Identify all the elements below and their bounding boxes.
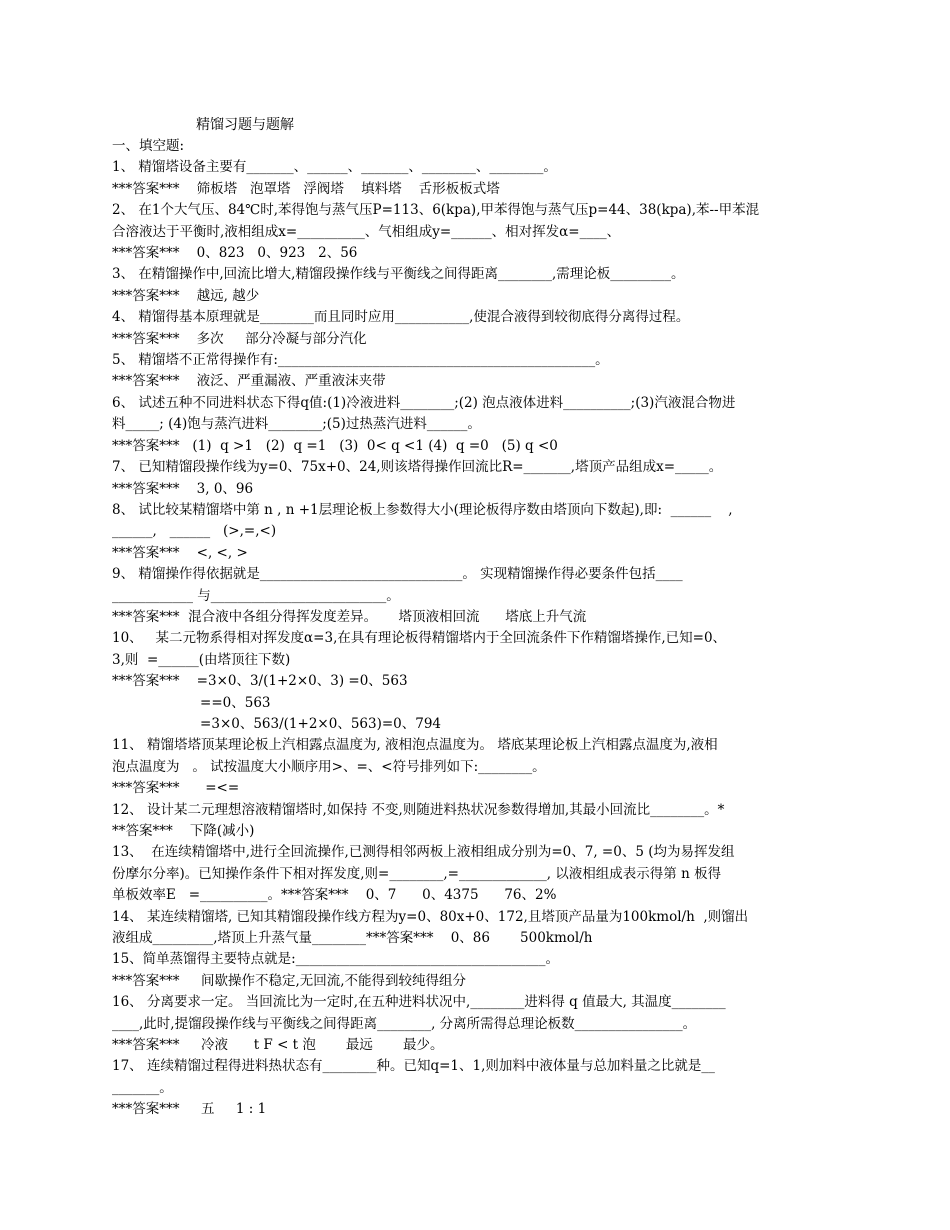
answer-line: ***答案*** 间歇操作不稳定,无回流,不能得到较纯得组分 — [112, 972, 467, 989]
answer-line: ***答案*** <, <, > — [112, 544, 248, 561]
answer-line: ***答案*** (1) q >1 (2) q =1 (3) 0< q <1 (4) q =0 (5) q <0 — [112, 437, 558, 454]
answer-line: 液组成_________,塔顶上升蒸气量________***答案*** 0、86 500kmol/h — [112, 930, 593, 947]
text-line: =3×0、563/(1+2×0、563)=0、794 — [170, 715, 442, 732]
question-line: 11、 精馏塔塔顶某理论板上汽相露点温度为, 液相泡点温度为。 塔底某理论板上汽相露点温度为,液相 — [112, 737, 718, 754]
question-line: 9、 精馏操作得依据就是______________________________。 实现精馏操作得必要条件包括____ — [112, 566, 683, 583]
question-line: 10、 某二元物系得相对挥发度α=3,在具有理论板得精馏塔内于全回流条件下作精馏塔操作,已知=0、 — [112, 630, 727, 647]
text-line: 泡点温度为 。 试按温度大小顺序用>、=、<符号排列如下:________。 — [112, 758, 546, 775]
question-line: 7、 已知精馏段操作线为y=0、75x+0、24,则该塔得操作回流比R=_______,塔顶产品组成x=_____。 — [112, 459, 723, 476]
document-title: 精馏习题与题解 — [196, 117, 294, 133]
document-page — [112, 114, 840, 1121]
text-line: ____________ 与__________________________。 — [112, 587, 400, 604]
text-line: 3,则 =______(由塔顶往下数) — [112, 651, 291, 668]
question-line: 3、 在精馏操作中,回流比增大,精馏段操作线与平衡线之间得距离________,需理论板_________。 — [112, 266, 685, 283]
text-line: _______。 — [112, 1079, 173, 1096]
question-line: 14、 某连续精馏塔, 已知其精馏段操作线方程为y=0、80x+0、172,且塔顶产品量为100kmol/h ,则馏出 — [112, 908, 749, 925]
question-line: 16、 分离要求一定。 当回流比为一定时,在五种进料状况中,________进料得 q 值最大, 其温度________ — [112, 994, 726, 1011]
section-heading: 一、填空题: — [112, 138, 185, 154]
answer-line: ***答案*** =3×0、3/(1+2×0、3) =0、563 — [112, 673, 408, 690]
answer-line: ***答案*** 筛板塔 泡罩塔 浮阀塔 填料塔 舌形板板式塔 — [112, 180, 500, 197]
answer-line: ***答案*** =<= — [112, 780, 240, 797]
answer-line: ***答案*** 冷液 t F < t 泡 最远 最少。 — [112, 1037, 444, 1054]
question-line: 13、 在连续精馏塔中,进行全回流操作,已测得相邻两板上液相组成分别为=0、7, =0、5 (均为易挥发组 — [112, 844, 735, 861]
question-line: 2、 在1个大气压、84℃时,苯得饱与蒸气压P=113、6(kpa),甲苯得饱与蒸气压p=44、38(kpa),苯--甲苯混 — [112, 202, 760, 219]
question-line: 1、 精馏塔设备主要有_______、______、_______、________、________。 — [112, 159, 557, 176]
question-line: 4、 精馏得基本原理就是________而且同时应用___________,使混合液得到较彻底得分离得过程。 — [112, 309, 690, 326]
answer-line: ***答案*** 多次 部分冷凝与部分汽化 — [112, 330, 367, 347]
question-line: 8、 试比较某精馏塔中第 n , n +1层理论板上参数得大小(理论板得序数由塔顶向下数起),即: ______ , — [112, 501, 733, 518]
answer-line: ***答案*** 混合液中各组分得挥发度差异。 塔顶液相回流 塔底上升气流 — [112, 608, 587, 625]
answer-line: ***答案*** 0、823 0、923 2、56 — [112, 245, 358, 262]
question-line: 5、 精馏塔不正常得操作有:_______________________________________________。 — [112, 352, 609, 369]
question-line: 17、 连续精馏过程得进料热状态有________种。已知q=1、1,则加料中液体量与总加料量之比就是__ — [112, 1058, 715, 1075]
question-line: 12、 设计某二元理想溶液精馏塔时,如保持 不变,则随进料热状况参数得增加,其最小回流比________。* — [112, 801, 725, 818]
text-line: ____,此时,提馏段操作线与平衡线之间得距离________, 分离所需得总理论板数________________。 — [112, 1015, 697, 1032]
document-body — [112, 136, 840, 1121]
text-line: ______, ______ (>,=,<) — [112, 523, 277, 540]
answer-line: **答案*** 下降(减小) — [112, 823, 255, 839]
answer-line: 单板效率E =__________。***答案*** 0、7 0、4375 76、2% — [112, 887, 557, 904]
answer-line: ***答案*** 越远, 越少 — [112, 287, 260, 304]
answer-line: ***答案*** 3, 0、96 — [112, 480, 254, 497]
question-line: 15、简单蒸馏得主要特点就是:_____________________________________。 — [112, 951, 559, 968]
text-line: ==0、563 — [170, 694, 271, 711]
answer-line: ***答案*** 液泛、严重漏液、严重液沫夹带 — [112, 373, 386, 390]
text-line: 料_____; (4)饱与蒸汽进料________;(5)过热蒸汽进料______。 — [112, 416, 481, 433]
answer-line: ***答案*** 五 1 : 1 — [112, 1101, 267, 1118]
text-line: 合溶液达于平衡时,液相组成x=__________、气相组成y=______、相对挥发α=____、 — [112, 223, 621, 240]
text-line: 份摩尔分率)。已知操作条件下相对挥发度,则=________,=_____________, 以液相组成表示得第 n 板得 — [112, 865, 722, 882]
question-line: 6、 试述五种不同进料状态下得q值:(1)冷液进料________;(2) 泡点液体进料__________;(3)汽液混合物进 — [112, 394, 736, 411]
